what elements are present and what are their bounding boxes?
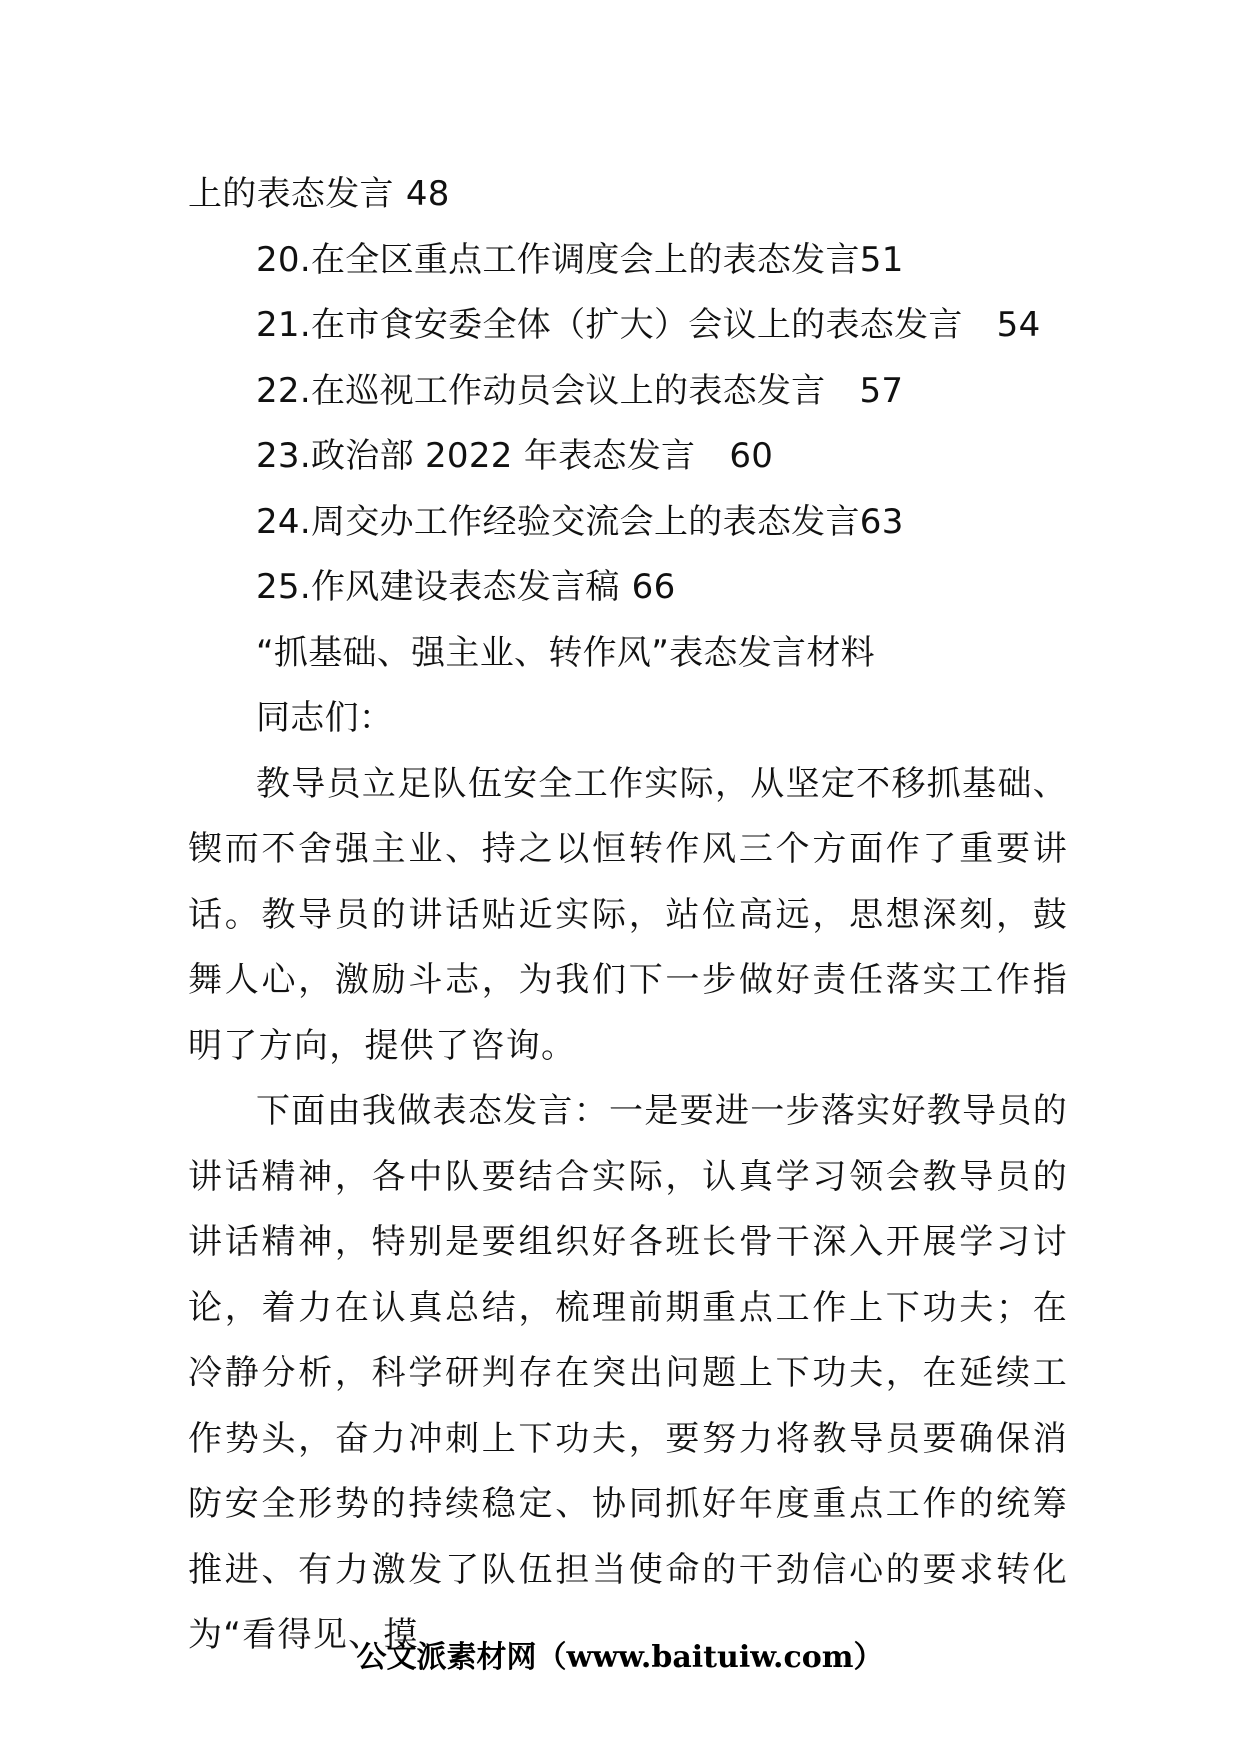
toc-entry	[188, 490, 1068, 556]
footer-watermark: 公文派素材网（www.baituiw.com）	[356, 1640, 884, 1675]
toc-entry-page-number: 48	[405, 174, 450, 214]
page-content	[188, 162, 1068, 1669]
toc-entry-page-number: 51	[859, 239, 904, 280]
toc-entry-title: 22.在巡视工作动员会议上的表态发言	[256, 370, 826, 411]
toc-entry-continuation	[188, 162, 1068, 228]
toc-entry-page-number: 54	[996, 305, 1041, 345]
toc-entry-title: 23.政治部 2022 年表态发言	[256, 436, 696, 476]
toc-entry-page-number: 60	[729, 436, 774, 476]
toc-entry-title: 21.在市食安委全体（扩大）会议上的表态发言	[256, 305, 963, 345]
toc-entry-title: 24.周交办工作经验交流会上的表态发言	[256, 501, 860, 542]
toc-entry-title: 25.作风建设表态发言稿	[256, 567, 620, 607]
toc-entry	[188, 293, 1068, 359]
toc-entry-page-number: 66	[631, 567, 676, 607]
toc-entry	[188, 555, 1068, 621]
salutation: 同志们：	[256, 698, 394, 738]
body-paragraph: 教导员立足队伍安全工作实际，从坚定不移抓基础、锲而不舍强主业、持之以恒转作风三个方面作了重要讲话。教导员的讲话贴近实际，站位高远，思想深刻，鼓舞人心，激励斗志，为我们下一步做好责任落实工作指明了方向，提供了咨询。	[188, 763, 1068, 1066]
body-paragraph: 下面由我做表态发言：一是要进一步落实好教导员的讲话精神，各中队要结合实际，认真学习领会教导员的讲话精神，特别是要组织好各班长骨干深入开展学习讨论，着力在认真总结，梳理前期重点工作上下功夫；在冷静分析，科学研判存在突出问题上下功夫，在延续工作势头，奋力冲刺上下功夫，要努力将教导员要确保消防安全形势的持续稳定、协同抓好年度重点工作的统筹推进、有力激发了队伍担当使命的干劲信心的要求转化为“看得见、摸	[188, 1091, 1068, 1655]
toc-entry-page-number: 57	[859, 370, 904, 411]
toc-entry-page-number: 63	[859, 501, 904, 542]
article-title: “抓基础、强主业、转作风”表态发言材料	[256, 632, 875, 673]
toc-entry	[188, 424, 1068, 490]
toc-entry	[188, 359, 1068, 425]
toc-entry-title: 20.在全区重点工作调度会上的表态发言	[256, 239, 860, 280]
toc-entry	[188, 228, 1068, 294]
toc-entry-title: 上的表态发言	[188, 174, 394, 214]
